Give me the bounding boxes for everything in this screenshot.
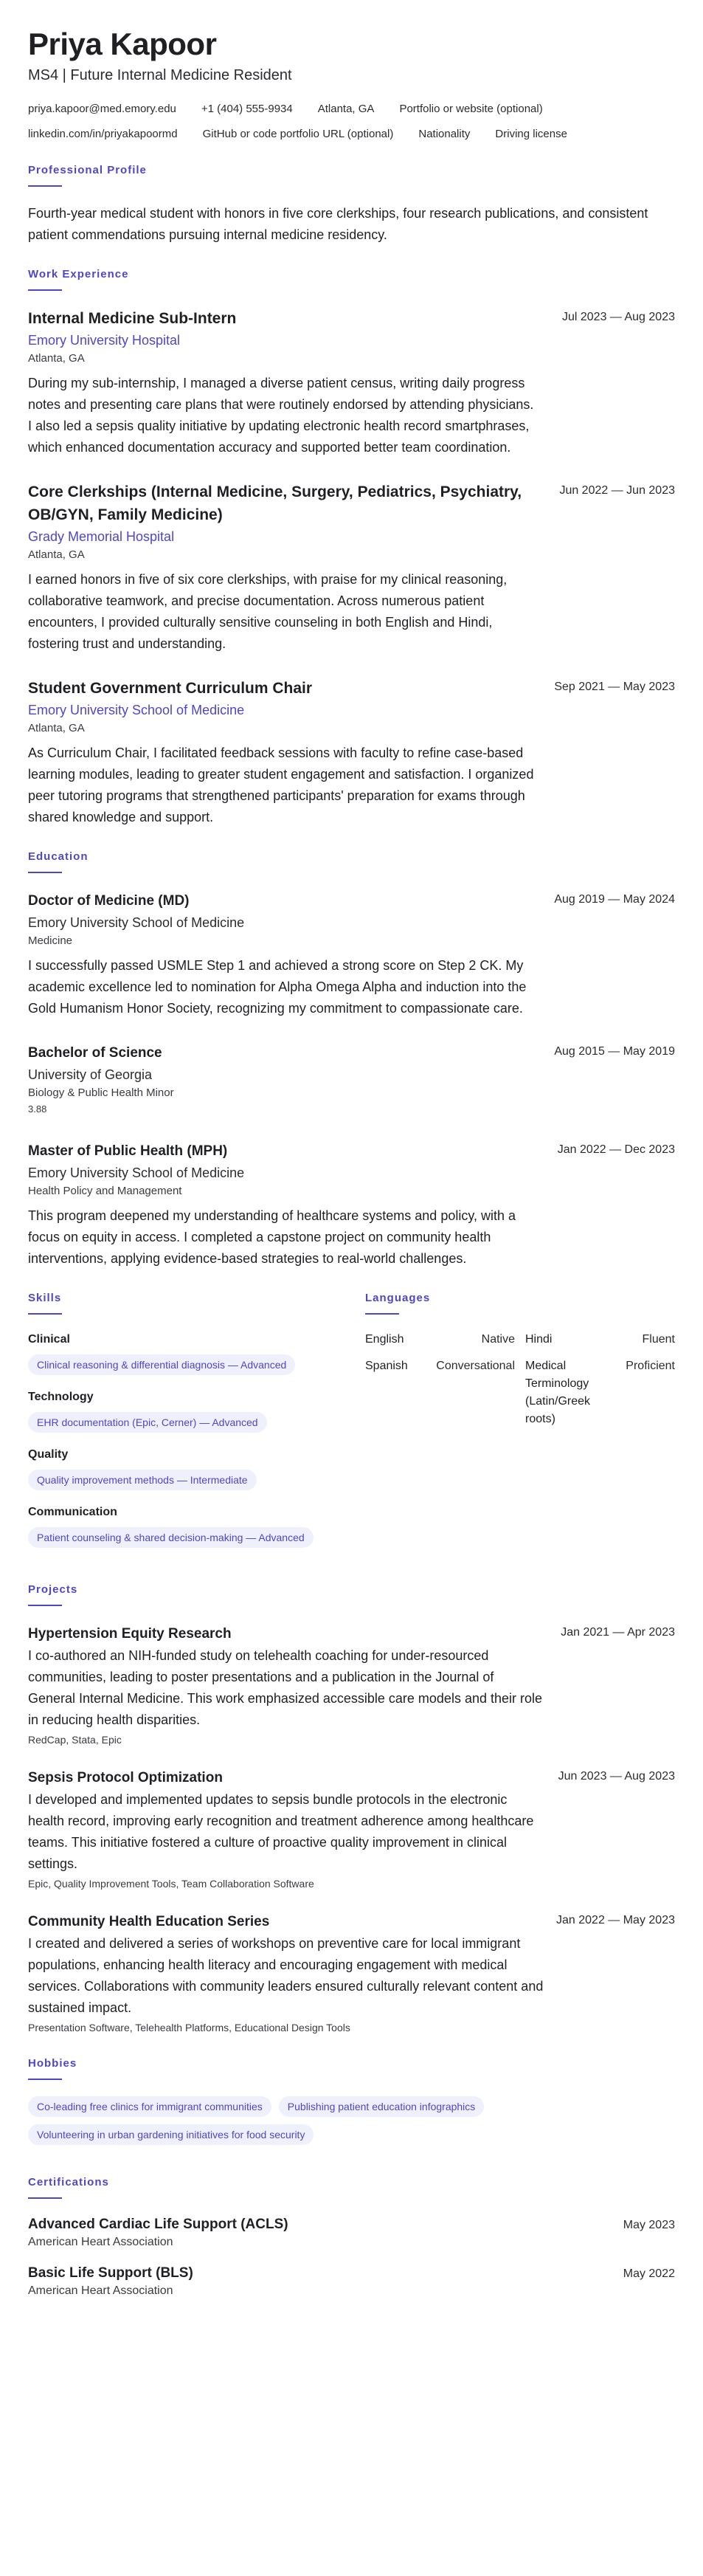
project-dates: Jun 2023 — Aug 2023	[558, 1770, 675, 1783]
experience-section	[28, 268, 675, 828]
contact-info	[28, 102, 675, 142]
language-list	[365, 1331, 675, 1428]
section-divider	[28, 1605, 62, 1606]
profile-section	[28, 164, 675, 246]
nationality-text: Nationality	[418, 128, 471, 140]
project-name: Hypertension Equity Research	[28, 1626, 232, 1642]
certification-entry	[28, 2264, 675, 2299]
education-dates: Aug 2019 — May 2024	[554, 893, 675, 906]
skill-tag: Patient counseling & shared decision-making — Advanced	[28, 1527, 314, 1548]
contact-row	[28, 102, 675, 117]
employer-name: Emory University School of Medicine	[28, 703, 245, 717]
education-description: This program deepened my understanding of healthcare systems and policy, with a focus on equity in access. I completed a capstone project on community health interventions, applying evidence-based strategies to real-world challenges.	[28, 1208, 516, 1266]
hobby-tag: Volunteering in urban gardening initiatives for food security	[28, 2124, 314, 2145]
school-name: Emory University School of Medicine	[28, 1165, 245, 1180]
skill-category: Technology	[28, 1391, 94, 1403]
education-entry	[28, 1140, 675, 1270]
location-text: Atlanta, GA	[317, 103, 375, 115]
project-tools: Epic, Quality Improvement Tools, Team Collaboration Software	[28, 1878, 314, 1890]
job-description: During my sub-internship, I managed a diverse patient census, writing daily progress notes and presenting care plans that were routinely endorsed by attending physicians. I also led a sepsis quality initiative by updating electronic health record smartphrases, which enhanced documentation accuracy and supported better team coordination.	[28, 376, 534, 455]
section-title: Projects	[28, 1583, 78, 1596]
projects-section	[28, 1583, 675, 2035]
skill-group	[28, 1331, 338, 1375]
email-link[interactable]: priya.kapoor@med.emory.edu	[28, 103, 176, 115]
phone-number[interactable]: +1 (404) 555-9934	[201, 103, 293, 115]
language-item	[525, 1331, 675, 1349]
language-name: Hindi	[525, 1333, 553, 1346]
language-name: Medical Terminology (Latin/Greek roots)	[525, 1360, 591, 1425]
project-name: Community Health Education Series	[28, 1914, 270, 1929]
certification-name: Advanced Cardiac Life Support (ACLS)	[28, 2217, 288, 2232]
field-of-study: Medicine	[28, 934, 73, 947]
language-level: Fluent	[642, 1333, 675, 1346]
section-divider	[28, 289, 62, 291]
language-item	[365, 1331, 515, 1349]
portfolio-link[interactable]: Portfolio or website (optional)	[399, 103, 543, 115]
certification-issuer: American Heart Association	[28, 2236, 173, 2248]
section-title: Work Experience	[28, 268, 129, 280]
language-name: English	[365, 1333, 404, 1346]
certification-entry	[28, 2215, 675, 2250]
field-of-study: Health Policy and Management	[28, 1185, 182, 1197]
degree-name: Doctor of Medicine (MD)	[28, 893, 190, 909]
degree-name: Bachelor of Science	[28, 1045, 162, 1061]
languages-section	[365, 1292, 675, 1561]
language-level: Proficient	[626, 1360, 675, 1372]
job-dates: Jun 2022 — Jun 2023	[559, 484, 675, 497]
project-entry	[28, 1910, 675, 2035]
education-section	[28, 850, 675, 1270]
employer-name: Grady Memorial Hospital	[28, 529, 175, 544]
certification-issuer: American Heart Association	[28, 2284, 173, 2297]
job-description: I earned honors in five of six core clerkships, with praise for my clinical reasoning, collaborative teamwork, and precise documentation. Across numerous patient encounters, I provided culturally sensitive counseling in both English and Hindi, fostering trust and understanding.	[28, 572, 508, 651]
resume-header	[28, 25, 675, 142]
skill-tag: EHR documentation (Epic, Cerner) — Advanced	[28, 1412, 267, 1433]
project-entry	[28, 1622, 675, 1747]
job-description: As Curriculum Chair, I facilitated feedback sessions with faculty to refine case-based learning modules, leading to greater student engagement and satisfaction. I organized peer tutoring programs that strengthened participants' preparation for exams through shared knowledge and support.	[28, 745, 534, 824]
skill-tag: Clinical reasoning & differential diagnosis — Advanced	[28, 1354, 295, 1375]
section-title: Certifications	[28, 2176, 109, 2188]
experience-entry	[28, 481, 675, 655]
github-link[interactable]: GitHub or code portfolio URL (optional)	[202, 128, 394, 140]
section-divider	[365, 1313, 399, 1315]
section-title: Education	[28, 850, 89, 863]
school-name: University of Georgia	[28, 1067, 153, 1082]
job-location: Atlanta, GA	[28, 548, 85, 561]
project-dates: Jan 2022 — May 2023	[556, 1914, 675, 1926]
candidate-name: Priya Kapoor	[28, 27, 217, 61]
skill-group	[28, 1504, 338, 1548]
skill-group	[28, 1388, 338, 1433]
section-title: Hobbies	[28, 2057, 77, 2070]
section-title: Professional Profile	[28, 164, 147, 176]
project-tools: RedCap, Stata, Epic	[28, 1734, 122, 1746]
section-divider	[28, 1313, 62, 1315]
gpa-value: 3.88	[28, 1103, 47, 1115]
project-dates: Jan 2021 — Apr 2023	[561, 1626, 675, 1639]
skill-group	[28, 1446, 338, 1490]
certification-name: Basic Life Support (BLS)	[28, 2265, 193, 2281]
hobby-tag: Co-leading free clinics for immigrant communities	[28, 2096, 271, 2117]
job-title: Student Government Curriculum Chair	[28, 680, 313, 697]
language-item	[525, 1357, 675, 1428]
language-level: Conversational	[436, 1360, 515, 1372]
project-description: I created and delivered a series of workshops on preventive care for local immigrant populations, enhancing health literacy and encouraging engagement with medical services. Collaborations with community leaders ensured culturally relevant content and sustained impact.	[28, 1936, 544, 2015]
certifications-section	[28, 2176, 675, 2299]
degree-name: Master of Public Health (MPH)	[28, 1143, 228, 1159]
language-name: Spanish	[365, 1360, 408, 1372]
project-name: Sepsis Protocol Optimization	[28, 1770, 223, 1785]
project-entry	[28, 1766, 675, 1891]
education-dates: Jan 2022 — Dec 2023	[557, 1143, 675, 1156]
job-dates: Sep 2021 — May 2023	[554, 681, 675, 693]
contact-row	[28, 127, 675, 142]
skills-languages-row	[28, 1292, 675, 1561]
skill-tag: Quality improvement methods — Intermediate	[28, 1470, 257, 1490]
certification-date: May 2022	[623, 2267, 675, 2280]
job-dates: Jul 2023 — Aug 2023	[561, 311, 675, 323]
section-title: Languages	[365, 1292, 431, 1304]
job-location: Atlanta, GA	[28, 352, 85, 365]
experience-entry	[28, 307, 675, 458]
skill-category: Communication	[28, 1506, 117, 1518]
hobby-list	[28, 2096, 675, 2145]
section-title: Skills	[28, 1292, 62, 1304]
driving-license-text: Driving license	[495, 128, 567, 140]
section-divider	[28, 2079, 62, 2080]
project-description: I developed and implemented updates to sepsis bundle protocols in the electronic health record, improving early recognition and treatment adherence among healthcare teams. This initiative fostered a culture of proactive quality improvement in clinical settings.	[28, 1792, 534, 1871]
profile-summary: Fourth-year medical student with honors in five core clerkships, four research publications, and consistent patient commendations pursuing internal medicine residency.	[28, 206, 648, 242]
language-item	[365, 1357, 515, 1428]
education-entry	[28, 1041, 675, 1117]
job-title: Core Clerkships (Internal Medicine, Surgery, Pediatrics, Psychiatry, OB/GYN, Family Medicine)	[28, 483, 522, 523]
education-entry	[28, 889, 675, 1019]
field-of-study: Biology & Public Health Minor	[28, 1086, 174, 1099]
skill-category: Quality	[28, 1448, 69, 1461]
job-title: Internal Medicine Sub-Intern	[28, 310, 237, 327]
candidate-subtitle: MS4 | Future Internal Medicine Resident	[28, 67, 292, 83]
job-location: Atlanta, GA	[28, 722, 85, 734]
education-description: I successfully passed USMLE Step 1 and achieved a strong score on Step 2 CK. My academic excellence led to nomination for Alpha Omega Alpha and induction into the Gold Humanism Honor Society, recognizing my commitment to compassionate care.	[28, 958, 527, 1016]
project-description: I co-authored an NIH-funded study on telehealth coaching for under-resourced communities, leading to poster presentations and a publication in the Journal of General Internal Medicine. This work emphasized accessible care models and their role in reducing health disparities.	[28, 1648, 543, 1727]
school-name: Emory University School of Medicine	[28, 915, 245, 930]
project-tools: Presentation Software, Telehealth Platforms, Educational Design Tools	[28, 2022, 350, 2033]
section-divider	[28, 185, 62, 187]
linkedin-link[interactable]: linkedin.com/in/priyakapoormd	[28, 128, 178, 140]
education-dates: Aug 2015 — May 2019	[554, 1045, 675, 1058]
employer-name: Emory University Hospital	[28, 333, 181, 348]
skills-section	[28, 1292, 338, 1561]
hobbies-section	[28, 2057, 675, 2145]
section-divider	[28, 2197, 62, 2199]
certification-date: May 2023	[623, 2219, 675, 2231]
language-level: Native	[481, 1333, 515, 1346]
hobby-tag: Publishing patient education infographics	[279, 2096, 485, 2117]
skill-category: Clinical	[28, 1333, 70, 1346]
experience-entry	[28, 677, 675, 828]
section-divider	[28, 872, 62, 873]
